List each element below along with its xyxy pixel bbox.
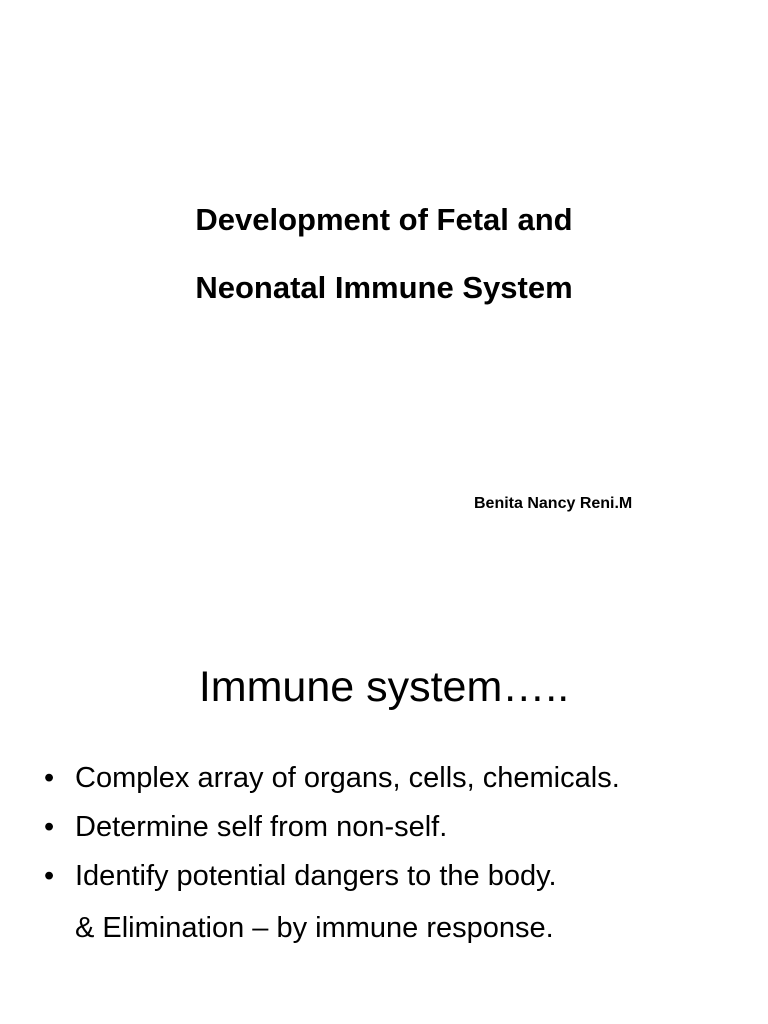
- slide-title-line-2: Neonatal Immune System: [195, 270, 573, 305]
- bullet-item: [44, 810, 620, 844]
- bullet-text: Identify potential dangers to the body.: [75, 860, 557, 892]
- bullet-item: [44, 859, 620, 893]
- bullet-icon: •: [44, 762, 55, 794]
- slide-title-line-1: Development of Fetal and: [195, 202, 573, 237]
- bullet-continuation-text: & Elimination – by immune response.: [75, 912, 554, 944]
- bullet-text: Determine self from non-self.: [75, 811, 448, 843]
- author-name: Benita Nancy Reni.M: [474, 495, 633, 512]
- bullet-icon: •: [44, 811, 55, 843]
- content-slide-title: Immune system…..: [198, 663, 570, 711]
- bullet-item: [44, 761, 620, 795]
- bullet-icon: •: [44, 860, 55, 892]
- content-slide: [0, 576, 768, 1024]
- bullet-text: Complex array of organs, cells, chemicals.: [75, 762, 620, 794]
- bullet-list: [44, 761, 620, 908]
